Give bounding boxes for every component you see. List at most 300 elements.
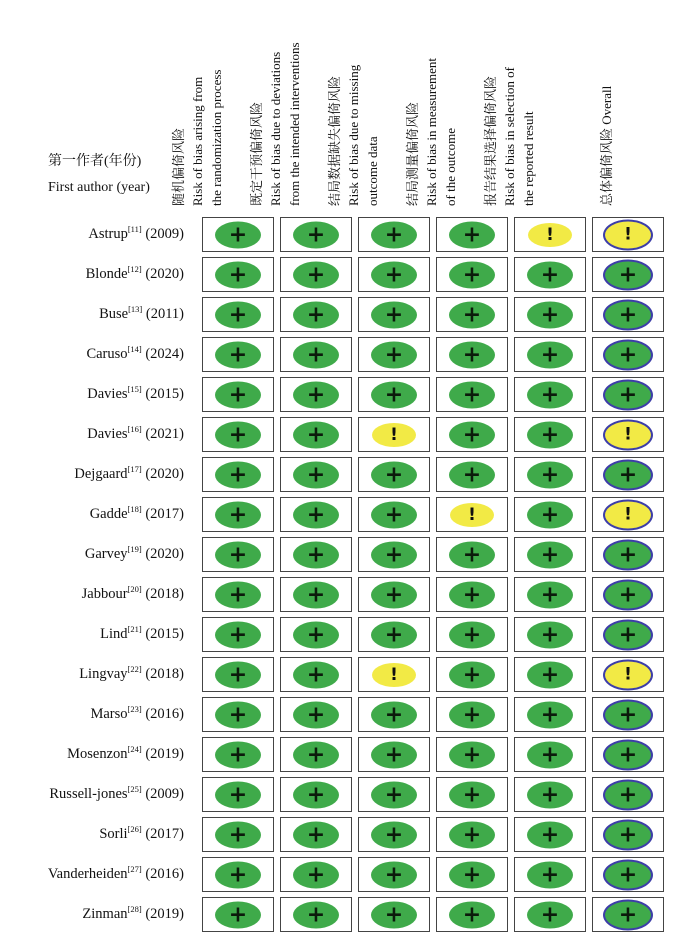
rating-cell <box>202 457 274 492</box>
rating-cell <box>514 337 586 372</box>
study-reference: [11] <box>127 224 142 234</box>
study-author: Marso <box>90 705 128 722</box>
rating-cell <box>514 497 586 532</box>
rating-cell <box>514 417 586 452</box>
study-year: (2009) <box>141 785 184 802</box>
study-label <box>0 744 184 763</box>
low-risk-plus-icon: + <box>603 299 653 330</box>
study-reference: [28] <box>127 904 142 914</box>
rating-cell <box>592 337 664 372</box>
low-risk-plus-icon: + <box>603 579 653 610</box>
low-risk-plus-icon: + <box>527 741 573 768</box>
study-label <box>0 904 184 923</box>
low-risk-plus-icon: + <box>215 261 261 288</box>
study-year: (2021) <box>141 425 184 442</box>
low-risk-plus-icon: + <box>449 861 495 888</box>
rating-cell <box>514 577 586 612</box>
rating-cell <box>592 737 664 772</box>
column-header-en-line: the reported result <box>521 111 536 206</box>
some-concerns-exclamation-icon: ! <box>603 419 653 450</box>
author-header-en: First author (year) <box>48 180 150 195</box>
low-risk-plus-icon: + <box>527 661 573 688</box>
some-concerns-exclamation-icon: ! <box>372 663 416 687</box>
column-header-en-line: Risk of bias arising from <box>190 76 205 206</box>
study-year: (2017) <box>141 825 184 842</box>
study-label <box>0 344 184 363</box>
low-risk-plus-icon: + <box>215 901 261 928</box>
study-label <box>0 624 184 643</box>
rating-cell <box>358 257 430 292</box>
low-risk-plus-icon: + <box>371 701 417 728</box>
low-risk-plus-icon: + <box>293 661 339 688</box>
rating-cell <box>592 297 664 332</box>
low-risk-plus-icon: + <box>527 301 573 328</box>
rating-cell <box>514 377 586 412</box>
rating-cell <box>514 737 586 772</box>
study-reference: [23] <box>127 704 142 714</box>
low-risk-plus-icon: + <box>449 421 495 448</box>
some-concerns-exclamation-icon: ! <box>603 659 653 690</box>
rating-cell <box>436 737 508 772</box>
study-author: Mosenzon <box>67 745 128 762</box>
rating-cell <box>280 297 352 332</box>
low-risk-plus-icon: + <box>527 501 573 528</box>
low-risk-plus-icon: + <box>603 699 653 730</box>
study-year: (2016) <box>141 705 184 722</box>
column-header-en-line: Risk of bias in selection of <box>502 66 517 206</box>
low-risk-plus-icon: + <box>293 261 339 288</box>
rating-cell <box>280 857 352 892</box>
study-author: Dejgaard <box>74 465 128 482</box>
study-author: Zinman <box>82 905 128 922</box>
study-year: (2020) <box>141 545 184 562</box>
rating-cell <box>436 577 508 612</box>
study-reference: [12] <box>127 264 142 274</box>
low-risk-plus-icon: + <box>449 221 495 248</box>
rating-cell <box>202 537 274 572</box>
low-risk-plus-icon: + <box>449 461 495 488</box>
study-reference: [20] <box>127 584 142 594</box>
low-risk-plus-icon: + <box>293 701 339 728</box>
low-risk-plus-icon: + <box>527 261 573 288</box>
rating-cell <box>436 897 508 932</box>
rating-cell <box>280 497 352 532</box>
study-label <box>0 424 184 443</box>
low-risk-plus-icon: + <box>603 459 653 490</box>
rating-cell <box>514 697 586 732</box>
rating-cell <box>358 337 430 372</box>
low-risk-plus-icon: + <box>215 301 261 328</box>
low-risk-plus-icon: + <box>215 221 261 248</box>
study-author: Jabbour <box>81 585 128 602</box>
rating-cell <box>592 257 664 292</box>
rating-cell <box>592 577 664 612</box>
rating-cell <box>592 457 664 492</box>
rating-cell <box>514 537 586 572</box>
low-risk-plus-icon: + <box>527 781 573 808</box>
low-risk-plus-icon: + <box>215 621 261 648</box>
rating-cell <box>202 777 274 812</box>
some-concerns-exclamation-icon: ! <box>528 223 572 247</box>
low-risk-plus-icon: + <box>293 381 339 408</box>
study-author: Sorli <box>99 825 128 842</box>
low-risk-plus-icon: + <box>603 619 653 650</box>
rating-cell <box>202 617 274 652</box>
some-concerns-exclamation-icon: ! <box>450 503 494 527</box>
low-risk-plus-icon: + <box>603 379 653 410</box>
study-year: (2019) <box>141 905 184 922</box>
low-risk-plus-icon: + <box>371 261 417 288</box>
rating-cell <box>358 417 430 452</box>
low-risk-plus-icon: + <box>449 261 495 288</box>
low-risk-plus-icon: + <box>371 461 417 488</box>
rating-cell <box>592 217 664 252</box>
rating-cell <box>280 577 352 612</box>
study-year: (2024) <box>141 345 184 362</box>
low-risk-plus-icon: + <box>215 341 261 368</box>
rating-cell <box>280 657 352 692</box>
low-risk-plus-icon: + <box>371 341 417 368</box>
rating-cell <box>592 537 664 572</box>
rating-cell <box>436 857 508 892</box>
rating-cell <box>280 777 352 812</box>
study-year: (2015) <box>141 625 184 642</box>
rating-cell <box>436 617 508 652</box>
study-year: (2016) <box>141 865 184 882</box>
study-reference: [27] <box>127 864 142 874</box>
study-label <box>0 864 184 883</box>
low-risk-plus-icon: + <box>449 781 495 808</box>
low-risk-plus-icon: + <box>293 221 339 248</box>
low-risk-plus-icon: + <box>449 901 495 928</box>
study-reference: [15] <box>127 384 142 394</box>
low-risk-plus-icon: + <box>293 861 339 888</box>
low-risk-plus-icon: + <box>449 621 495 648</box>
study-label <box>0 824 184 843</box>
low-risk-plus-icon: + <box>527 581 573 608</box>
low-risk-plus-icon: + <box>603 539 653 570</box>
rating-cell <box>436 337 508 372</box>
column-header-en-line: Risk of bias due to deviations <box>268 51 283 206</box>
rating-cell <box>358 857 430 892</box>
column-header-en-line: the randomization process <box>209 69 224 206</box>
rating-cell <box>436 537 508 572</box>
study-year: (2018) <box>141 665 184 682</box>
rating-cell <box>202 297 274 332</box>
rating-cell <box>202 857 274 892</box>
low-risk-plus-icon: + <box>603 899 653 930</box>
rating-cell <box>358 777 430 812</box>
study-year: (2011) <box>142 305 184 322</box>
low-risk-plus-icon: + <box>527 861 573 888</box>
study-label <box>0 304 184 323</box>
study-author: Davies <box>87 385 128 402</box>
low-risk-plus-icon: + <box>371 381 417 408</box>
low-risk-plus-icon: + <box>215 581 261 608</box>
rating-cell <box>358 577 430 612</box>
study-year: (2017) <box>141 505 184 522</box>
low-risk-plus-icon: + <box>371 741 417 768</box>
low-risk-plus-icon: + <box>449 821 495 848</box>
rating-cell <box>358 737 430 772</box>
study-author: Caruso <box>86 345 128 362</box>
low-risk-plus-icon: + <box>293 901 339 928</box>
study-reference: [14] <box>127 344 142 354</box>
low-risk-plus-icon: + <box>449 661 495 688</box>
rating-cell <box>358 697 430 732</box>
rating-cell <box>592 777 664 812</box>
some-concerns-exclamation-icon: ! <box>603 499 653 530</box>
rating-cell <box>592 497 664 532</box>
rating-cell <box>436 297 508 332</box>
study-label <box>0 464 184 483</box>
rating-cell <box>280 897 352 932</box>
rating-cell <box>280 257 352 292</box>
rating-cell <box>436 257 508 292</box>
study-year: (2019) <box>141 745 184 762</box>
low-risk-plus-icon: + <box>293 621 339 648</box>
study-label <box>0 664 184 683</box>
low-risk-plus-icon: + <box>527 541 573 568</box>
rating-cell <box>358 657 430 692</box>
rating-cell <box>202 577 274 612</box>
column-header-zh: 结局数据缺失偏倚风险 <box>327 75 342 206</box>
low-risk-plus-icon: + <box>371 541 417 568</box>
study-year: (2015) <box>141 385 184 402</box>
rating-cell <box>514 817 586 852</box>
study-label <box>0 784 184 803</box>
low-risk-plus-icon: + <box>293 421 339 448</box>
rating-cell <box>436 777 508 812</box>
low-risk-plus-icon: + <box>449 701 495 728</box>
column-header-en-line: from the intended interventions <box>287 42 302 206</box>
rating-cell <box>592 697 664 732</box>
rating-cell <box>436 417 508 452</box>
study-year: (2009) <box>141 225 184 242</box>
column-headers <box>0 0 700 212</box>
low-risk-plus-icon: + <box>293 461 339 488</box>
rating-cell <box>514 657 586 692</box>
rating-cell <box>358 897 430 932</box>
column-header-zh: 结局测量偏倚风险 <box>405 101 420 206</box>
low-risk-plus-icon: + <box>527 341 573 368</box>
rating-cell <box>436 657 508 692</box>
rating-cell <box>358 497 430 532</box>
low-risk-plus-icon: + <box>527 621 573 648</box>
study-reference: [13] <box>128 304 143 314</box>
rating-cell <box>514 897 586 932</box>
column-header-en-line: Risk of bias due to missing <box>346 64 361 206</box>
low-risk-plus-icon: + <box>371 501 417 528</box>
rating-cell <box>202 737 274 772</box>
some-concerns-exclamation-icon: ! <box>603 219 653 250</box>
low-risk-plus-icon: + <box>449 541 495 568</box>
rating-cell <box>202 417 274 452</box>
rating-cell <box>592 897 664 932</box>
rating-cell <box>280 817 352 852</box>
study-author: Blonde <box>85 265 128 282</box>
study-reference: [21] <box>127 624 142 634</box>
low-risk-plus-icon: + <box>293 741 339 768</box>
rating-cell <box>202 897 274 932</box>
rating-cell <box>358 537 430 572</box>
rating-cell <box>358 817 430 852</box>
low-risk-plus-icon: + <box>603 779 653 810</box>
study-author: Buse <box>99 305 129 322</box>
study-author: Gadde <box>89 505 128 522</box>
low-risk-plus-icon: + <box>371 901 417 928</box>
study-label <box>0 704 184 723</box>
some-concerns-exclamation-icon: ! <box>372 423 416 447</box>
rating-cell <box>436 457 508 492</box>
low-risk-plus-icon: + <box>215 741 261 768</box>
low-risk-plus-icon: + <box>293 581 339 608</box>
study-year: (2020) <box>141 265 184 282</box>
low-risk-plus-icon: + <box>527 381 573 408</box>
low-risk-plus-icon: + <box>293 341 339 368</box>
rating-cell <box>436 817 508 852</box>
low-risk-plus-icon: + <box>371 621 417 648</box>
rating-cell <box>436 217 508 252</box>
low-risk-plus-icon: + <box>215 701 261 728</box>
rating-cell <box>592 857 664 892</box>
study-author: Vanderheiden <box>47 865 128 882</box>
study-reference: [19] <box>127 544 142 554</box>
rating-cell <box>280 217 352 252</box>
study-label <box>0 384 184 403</box>
low-risk-plus-icon: + <box>215 541 261 568</box>
rating-cell <box>592 657 664 692</box>
rating-cell <box>514 217 586 252</box>
rating-cell <box>280 737 352 772</box>
low-risk-plus-icon: + <box>215 381 261 408</box>
rating-cell <box>592 377 664 412</box>
rating-cell <box>436 377 508 412</box>
rating-cell <box>280 697 352 732</box>
rating-cell <box>202 697 274 732</box>
study-reference: [17] <box>127 464 142 474</box>
rating-cell <box>358 297 430 332</box>
rating-cell <box>202 377 274 412</box>
rating-cell <box>514 257 586 292</box>
low-risk-plus-icon: + <box>293 301 339 328</box>
column-header-zh: 既定干预偏倚风险 <box>249 101 264 206</box>
rating-cell <box>358 617 430 652</box>
low-risk-plus-icon: + <box>293 781 339 808</box>
rating-cell <box>202 217 274 252</box>
low-risk-plus-icon: + <box>527 821 573 848</box>
study-reference: [18] <box>127 504 142 514</box>
study-author: Lind <box>100 625 128 642</box>
study-author: Lingvay <box>79 665 128 682</box>
rating-cell <box>280 617 352 652</box>
study-author: Astrup <box>88 225 128 242</box>
rating-cell <box>514 857 586 892</box>
rating-cell <box>592 417 664 452</box>
rating-cell <box>436 497 508 532</box>
low-risk-plus-icon: + <box>603 859 653 890</box>
low-risk-plus-icon: + <box>293 821 339 848</box>
study-reference: [16] <box>127 424 142 434</box>
study-author: Davies <box>87 425 128 442</box>
study-year: (2018) <box>141 585 184 602</box>
low-risk-plus-icon: + <box>371 581 417 608</box>
low-risk-plus-icon: + <box>293 541 339 568</box>
study-reference: [22] <box>127 664 142 674</box>
low-risk-plus-icon: + <box>371 821 417 848</box>
column-header-zh: 报告结果选择偏倚风险 <box>483 75 498 206</box>
low-risk-plus-icon: + <box>527 901 573 928</box>
rating-cell <box>514 617 586 652</box>
low-risk-plus-icon: + <box>293 501 339 528</box>
study-label <box>0 224 184 243</box>
rating-cell <box>280 377 352 412</box>
study-author: Garvey <box>84 545 128 562</box>
low-risk-plus-icon: + <box>215 501 261 528</box>
rating-cell <box>202 337 274 372</box>
low-risk-plus-icon: + <box>603 739 653 770</box>
column-header-en-line: outcome data <box>365 136 380 206</box>
low-risk-plus-icon: + <box>371 781 417 808</box>
low-risk-plus-icon: + <box>215 421 261 448</box>
study-label <box>0 264 184 283</box>
column-header-zh: 总体偏倚风险 Overall <box>599 85 614 206</box>
low-risk-plus-icon: + <box>449 341 495 368</box>
low-risk-plus-icon: + <box>527 461 573 488</box>
rating-cell <box>514 777 586 812</box>
low-risk-plus-icon: + <box>215 461 261 488</box>
low-risk-plus-icon: + <box>449 301 495 328</box>
rating-cell <box>358 377 430 412</box>
rating-cell <box>280 337 352 372</box>
column-header-en-line: Risk of bias in measurement <box>424 57 439 206</box>
rating-cell <box>202 657 274 692</box>
column-header-zh: 随机偏倚风险 <box>171 127 186 206</box>
rating-cell <box>280 457 352 492</box>
rating-cell <box>280 537 352 572</box>
rating-cell <box>202 817 274 852</box>
low-risk-plus-icon: + <box>449 381 495 408</box>
low-risk-plus-icon: + <box>527 421 573 448</box>
rating-cell <box>202 257 274 292</box>
rating-cell <box>592 617 664 652</box>
rating-cell <box>358 217 430 252</box>
rating-cell <box>280 417 352 452</box>
low-risk-plus-icon: + <box>603 259 653 290</box>
rating-cell <box>358 457 430 492</box>
study-reference: [26] <box>127 824 142 834</box>
rating-cell <box>202 497 274 532</box>
low-risk-plus-icon: + <box>603 339 653 370</box>
study-year: (2020) <box>141 465 184 482</box>
rating-cell <box>592 817 664 852</box>
low-risk-plus-icon: + <box>449 581 495 608</box>
low-risk-plus-icon: + <box>371 221 417 248</box>
low-risk-plus-icon: + <box>371 861 417 888</box>
column-header-en-line: of the outcome <box>443 128 458 206</box>
author-header-zh: 第一作者(年份) <box>48 154 142 169</box>
low-risk-plus-icon: + <box>603 819 653 850</box>
rating-cell <box>436 697 508 732</box>
rating-cell <box>514 457 586 492</box>
low-risk-plus-icon: + <box>527 701 573 728</box>
low-risk-plus-icon: + <box>215 861 261 888</box>
rating-cell <box>514 297 586 332</box>
study-label <box>0 544 184 563</box>
low-risk-plus-icon: + <box>371 301 417 328</box>
low-risk-plus-icon: + <box>215 781 261 808</box>
low-risk-plus-icon: + <box>215 661 261 688</box>
